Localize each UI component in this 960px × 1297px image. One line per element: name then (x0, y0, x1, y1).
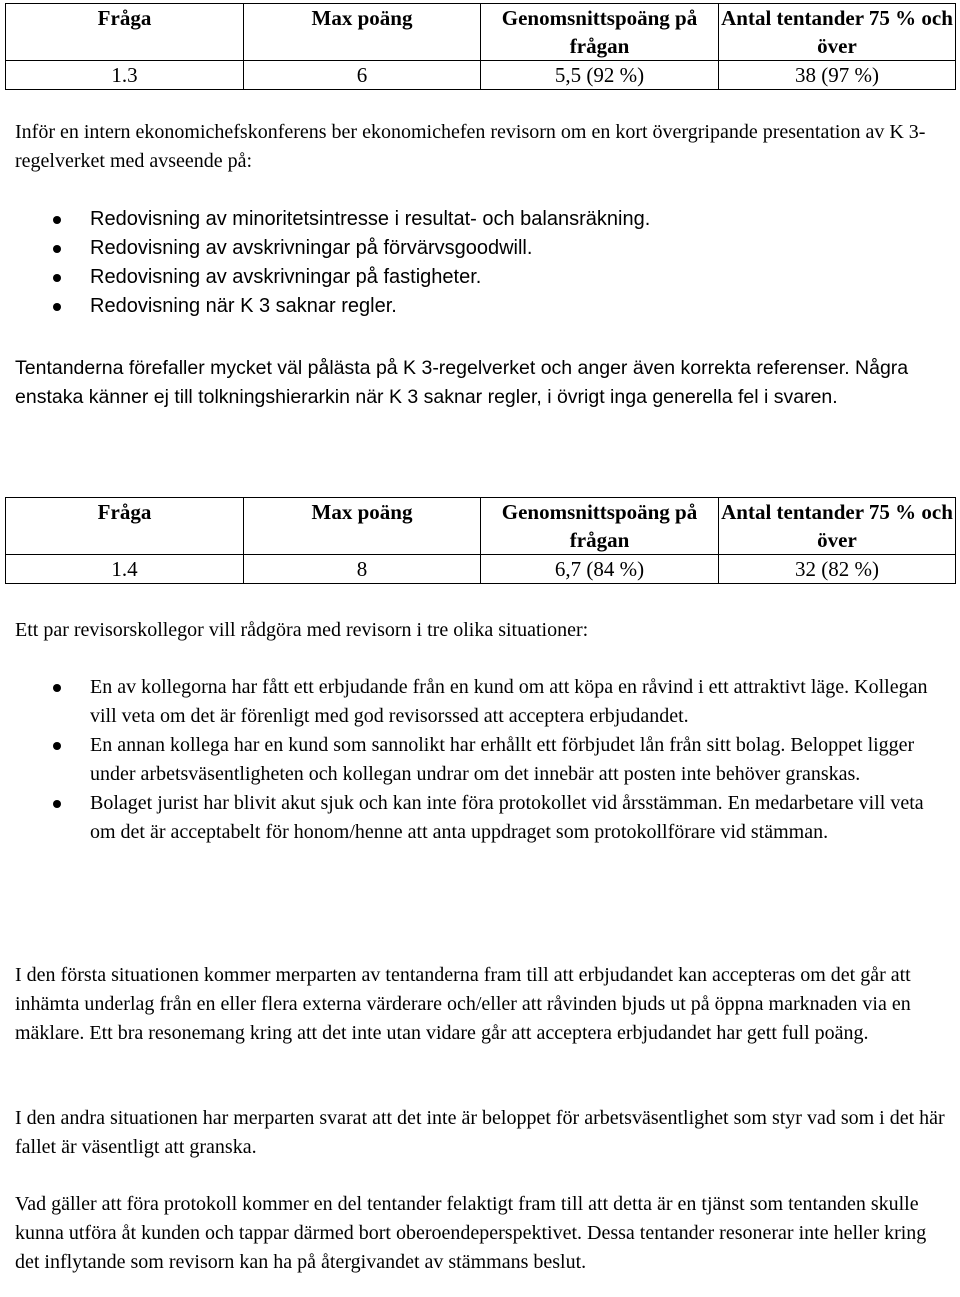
header-question: Fråga (6, 4, 244, 61)
list-item (15, 673, 950, 731)
score-table-1-4 (5, 497, 956, 584)
table-row (6, 555, 956, 584)
cell-avg-points: 6,7 (84 %) (481, 555, 719, 584)
header-avg-points: Genomsnittspoäng på frågan (481, 498, 719, 555)
bullet-icon (53, 742, 61, 750)
score-table-1-3 (5, 3, 956, 90)
cell-avg-points: 5,5 (92 %) (481, 61, 719, 90)
list-item-text: En av kollegorna har fått ett erbjudande från en kund om att köpa en råvind i ett attraktivt läge. Kollegan vill veta om det är förenligt med god revisorssed att acceptera erbjudandet. (90, 676, 928, 727)
list-item (15, 263, 950, 292)
list-item-text: Redovisning när K 3 saknar regler. (90, 295, 397, 317)
section2-intro: Ett par revisorskollegor vill rådgöra med revisorn i tre olika situationer: (15, 619, 589, 641)
list-item (15, 731, 950, 789)
cell-question: 1.4 (6, 555, 244, 584)
list-item-text: En annan kollega har en kund som sannolikt har erhållt ett förbjudet lån från sitt bolag. Beloppet ligger under arbetsväsentligheten och kollegan undrar om det innebär att posten inte behöver granskas. (90, 734, 915, 785)
list-item (15, 292, 950, 321)
cell-max-points: 6 (244, 61, 481, 90)
cell-count-75: 32 (82 %) (719, 555, 956, 584)
list-item (15, 205, 950, 234)
bullet-icon (53, 274, 61, 282)
section2-paragraph-1: I den första situationen kommer merparten av tentanderna fram till att erbjudandet kan accepteras om det går att inhämta underlag från en eller flera externa värderare och/eller att råvinden bjuds ut på öppna marknaden via en mäklare. Ett bra resonemang kring att det inte utan vidare går att acceptera erbjudandet har gett full poäng. (15, 964, 911, 1044)
header-max-points: Max poäng (244, 4, 481, 61)
bullet-icon (53, 303, 61, 311)
bullet-icon (53, 684, 61, 692)
list-item-text: Redovisning av minoritetsintresse i resultat- och balansräkning. (90, 208, 651, 230)
section2-paragraph-3: Vad gäller att föra protokoll kommer en del tentander felaktigt fram till att detta är en tjänst som tentanden skulle kunna utföra åt kunden och tappar därmed bort oberoendeperspektivet. Dessa tentander resonerar inte heller kring det inflytande som revisorn kan ha på återgivandet av stämmans beslut. (15, 1193, 927, 1273)
bullet-icon (53, 216, 61, 224)
list-item-text: Redovisning av avskrivningar på fastigheter. (90, 266, 482, 288)
bullet-icon (53, 245, 61, 253)
list-item-text: Redovisning av avskrivningar på förvärvsgoodwill. (90, 237, 533, 259)
header-count-75: Antal tentander 75 % och över (719, 4, 956, 61)
section2-bullet-list (15, 673, 950, 847)
list-item-text: Bolaget jurist har blivit akut sjuk och kan inte föra protokollet vid årsstämman. En medarbetare vill veta om det är acceptabelt för honom/henne att anta uppdraget som protokollförare vid stämman. (90, 792, 924, 843)
cell-max-points: 8 (244, 555, 481, 584)
header-max-points: Max poäng (244, 498, 481, 555)
list-item (15, 789, 950, 847)
section1-intro: Inför en intern ekonomichefskonferens ber ekonomichefen revisorn om en kort övergripande presentation av K 3-regelverket med avseende på: (15, 121, 926, 172)
section1-bullet-list (15, 205, 950, 321)
header-count-75: Antal tentander 75 % och över (719, 498, 956, 555)
cell-question: 1.3 (6, 61, 244, 90)
cell-count-75: 38 (97 %) (719, 61, 956, 90)
table-row (6, 61, 956, 90)
list-item (15, 234, 950, 263)
section1-comment: Tentanderna förefaller mycket väl pålästa på K 3-regelverket och anger även korrekta referenser. Några enstaka känner ej till tolkningshierarkin när K 3 saknar regler, i övrigt inga generella fel i svaren. (15, 357, 909, 408)
header-question: Fråga (6, 498, 244, 555)
table-header-row (6, 498, 956, 555)
bullet-icon (53, 800, 61, 808)
table-header-row (6, 4, 956, 61)
header-avg-points: Genomsnittspoäng på frågan (481, 4, 719, 61)
section2-paragraph-2: I den andra situationen har merparten svarat att det inte är beloppet för arbetsväsentlighet som styr vad som i det här fallet är väsentligt att granska. (15, 1107, 945, 1158)
